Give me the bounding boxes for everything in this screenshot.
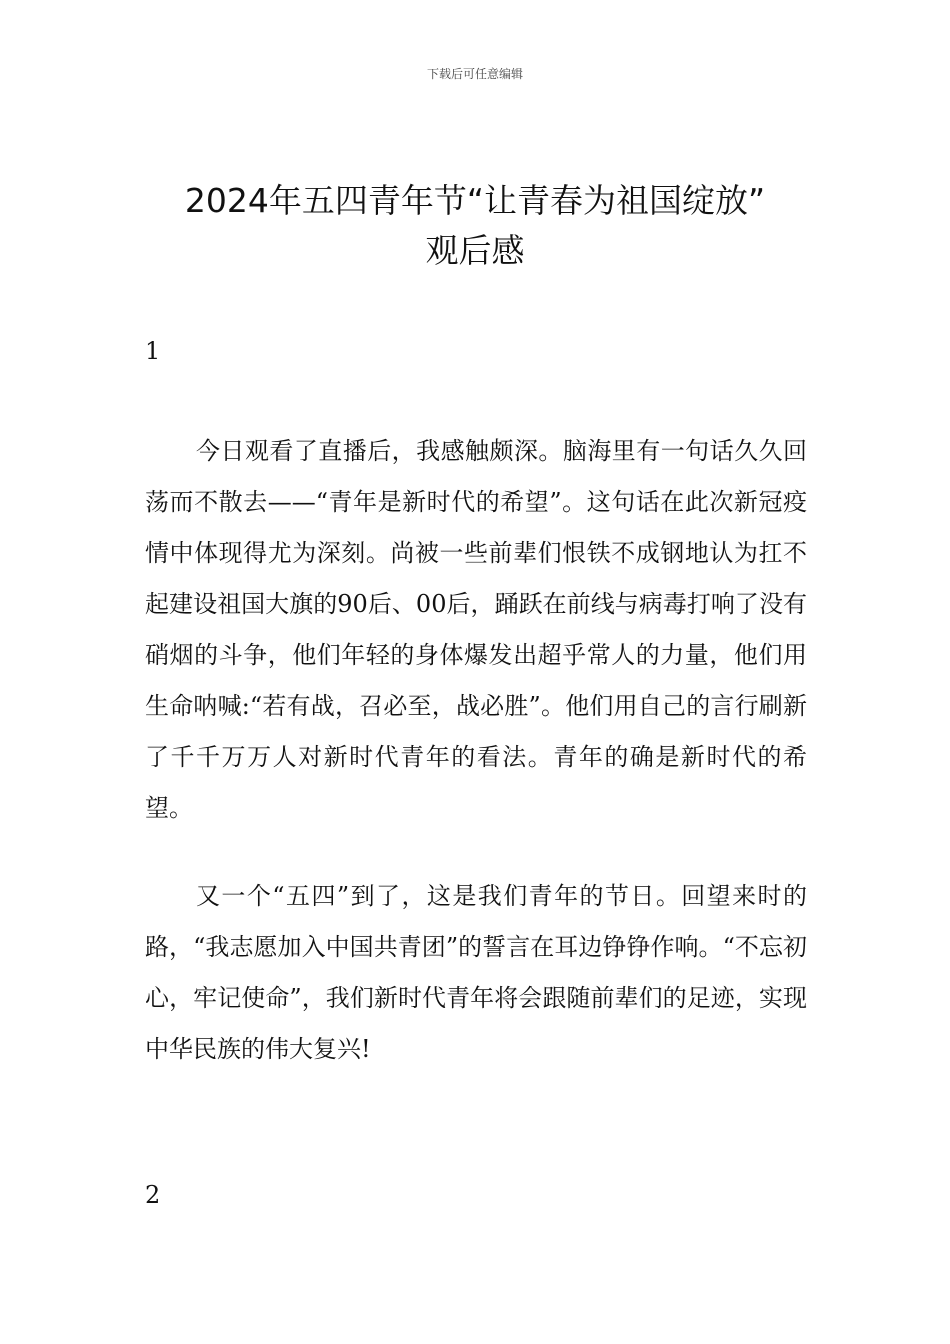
section-number-1: 1 bbox=[145, 337, 161, 365]
section-number-2: 2 bbox=[145, 1181, 161, 1209]
header-note: 下载后可任意编辑 bbox=[426, 67, 523, 81]
paragraph-1: 今日观看了直播后，我感触颇深。脑海里有一句话久久回荡而不散去——“青年是新时代的希望”。这句话在此次新冠疫情中体现得尤为深刻。尚被一些前辈们恨铁不成钢地认为扛不起建设祖国大旗的90后、00后，踊跃在前线与病毒打响了没有硝烟的斗争，他们年轻的身体爆发出超乎常人的力量，他们用生命呐喊:“若有战，召必至，战必胜”。他们用自己的言行刷新了千千万万人对新时代青年的看法。青年的确是新时代的希望。 bbox=[145, 437, 807, 822]
paragraph-2: 又一个“五四”到了，这是我们青年的节日。回望来时的路，“我志愿加入中国共青团”的誓言在耳边铮铮作响。“不忘初心，牢记使命”，我们新时代青年将会跟随前辈们的足迹，实现中华民族的伟大复兴! bbox=[145, 882, 807, 1063]
document-title-line-2: 观后感 bbox=[425, 231, 525, 270]
document-title bbox=[100, 176, 850, 276]
document-title-line-1: 2024年五四青年节“让青春为祖国绽放” bbox=[184, 181, 766, 220]
